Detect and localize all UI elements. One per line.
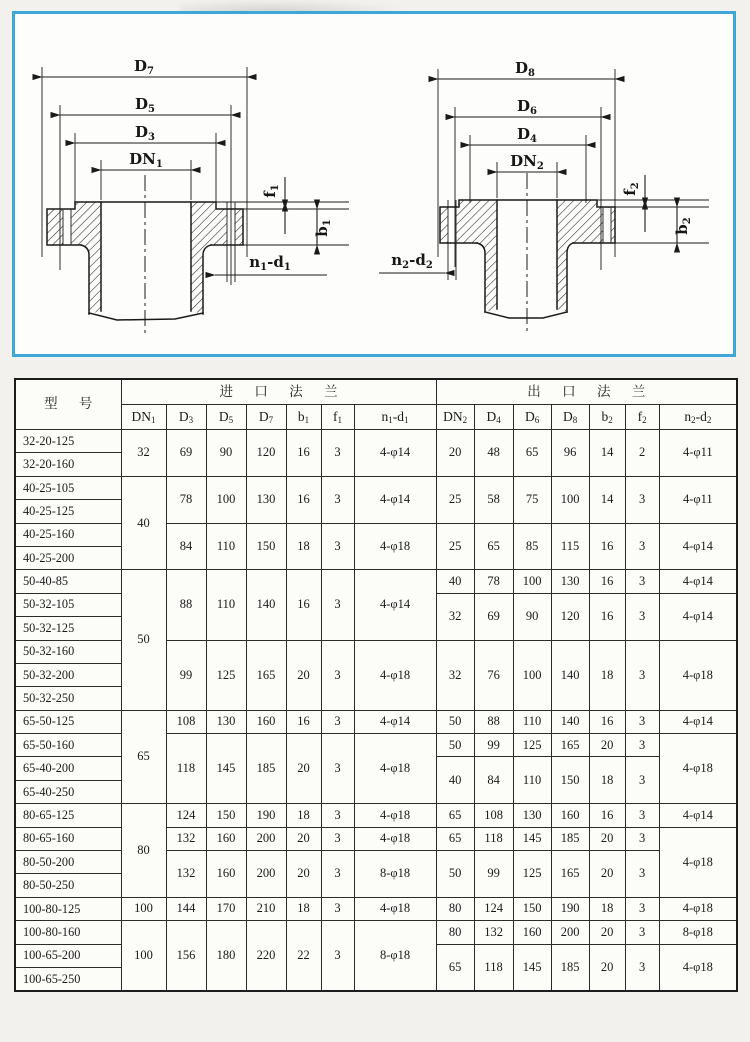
value-cell: 20 — [436, 430, 474, 477]
value-cell: 76 — [474, 640, 513, 710]
value-cell: 4-φ18 — [354, 804, 436, 827]
model-cell: 50-32-125 — [15, 617, 121, 640]
label-n2-d2: $n_2-d_2$ — [391, 251, 433, 271]
value-cell: 8-φ18 — [354, 851, 436, 898]
table-row — [15, 897, 737, 920]
value-cell: 3 — [625, 523, 659, 570]
value-cell: 4-φ14 — [354, 430, 436, 477]
value-cell: 185 — [551, 944, 589, 991]
value-cell: 4-φ18 — [354, 897, 436, 920]
value-cell: 115 — [551, 523, 589, 570]
value-cell: 100 — [206, 476, 246, 523]
value-cell: 25 — [436, 523, 474, 570]
value-cell: 110 — [206, 570, 246, 640]
model-cell: 50-40-85 — [15, 570, 121, 593]
model-cell: 40-25-105 — [15, 476, 121, 499]
label-d6: $D_6$ — [517, 97, 537, 117]
value-cell: 160 — [246, 710, 286, 733]
value-cell: 132 — [474, 921, 513, 944]
table-row — [15, 570, 737, 593]
model-cell: 50-32-160 — [15, 640, 121, 663]
value-cell: 4-φ18 — [354, 640, 436, 710]
drawing-panel — [12, 11, 736, 357]
value-cell: 84 — [474, 757, 513, 804]
value-cell: 140 — [246, 570, 286, 640]
value-cell: 210 — [246, 897, 286, 920]
outlet-flange-header: 出 口 法 兰 — [436, 379, 737, 405]
value-cell: 118 — [474, 944, 513, 991]
model-header: 型 号 — [15, 379, 121, 430]
value-cell: 185 — [246, 734, 286, 804]
column-header: $D_8$ — [551, 405, 589, 430]
value-cell: 22 — [286, 921, 321, 992]
value-cell: 3 — [625, 804, 659, 827]
column-header: $D_5$ — [206, 405, 246, 430]
reference-lines-outlet — [438, 69, 709, 280]
value-cell: 100 — [551, 476, 589, 523]
value-cell: 16 — [286, 430, 321, 477]
label-dn1: $DN_1$ — [129, 150, 163, 170]
value-cell: 165 — [246, 640, 286, 710]
value-cell: 88 — [166, 570, 206, 640]
value-cell: 3 — [321, 570, 354, 640]
value-cell: 20 — [286, 827, 321, 850]
value-cell: 3 — [625, 944, 659, 991]
value-cell: 165 — [551, 851, 589, 898]
value-cell: 160 — [206, 827, 246, 850]
value-cell: 100 — [513, 640, 551, 710]
value-cell: 3 — [625, 921, 659, 944]
model-cell: 100-80-160 — [15, 921, 121, 944]
label-dn2: $DN_2$ — [510, 152, 544, 172]
value-cell: 90 — [206, 430, 246, 477]
model-cell: 40-25-160 — [15, 523, 121, 546]
value-cell: 20 — [589, 944, 625, 991]
value-cell: 3 — [321, 430, 354, 477]
model-cell: 50-32-200 — [15, 663, 121, 686]
table-row — [15, 476, 737, 499]
model-cell: 50-32-105 — [15, 593, 121, 616]
column-header: $n_1-d_1$ — [354, 405, 436, 430]
value-cell: 78 — [474, 570, 513, 593]
model-cell: 100-65-250 — [15, 967, 121, 991]
value-cell: 170 — [206, 897, 246, 920]
value-cell: 16 — [286, 570, 321, 640]
value-cell: 110 — [513, 757, 551, 804]
value-cell: 99 — [474, 734, 513, 757]
column-header: $D_6$ — [513, 405, 551, 430]
column-header: $b_2$ — [589, 405, 625, 430]
model-cell: 32-20-125 — [15, 430, 121, 453]
value-cell: 100 — [513, 570, 551, 593]
value-cell: 100 — [121, 921, 166, 992]
model-cell: 40-25-200 — [15, 546, 121, 569]
value-cell: 118 — [166, 734, 206, 804]
value-cell: 69 — [474, 593, 513, 640]
value-cell: 130 — [246, 476, 286, 523]
value-cell: 160 — [551, 804, 589, 827]
value-cell: 20 — [589, 921, 625, 944]
column-header: $D_3$ — [166, 405, 206, 430]
value-cell: 40 — [121, 476, 166, 570]
value-cell: 180 — [206, 921, 246, 992]
value-cell: 18 — [589, 640, 625, 710]
value-cell: 96 — [551, 430, 589, 477]
value-cell: 3 — [625, 570, 659, 593]
model-cell: 65-40-200 — [15, 757, 121, 780]
value-cell: 200 — [246, 827, 286, 850]
value-cell: 80 — [436, 897, 474, 920]
value-cell: 156 — [166, 921, 206, 992]
value-cell: 3 — [625, 851, 659, 898]
value-cell: 65 — [436, 827, 474, 850]
flange-dimension-table — [14, 378, 738, 992]
value-cell: 4-φ11 — [659, 476, 737, 523]
value-cell: 80 — [121, 804, 166, 898]
value-cell: 185 — [551, 827, 589, 850]
value-cell: 48 — [474, 430, 513, 477]
value-cell: 75 — [513, 476, 551, 523]
model-cell: 100-80-125 — [15, 897, 121, 920]
value-cell: 32 — [121, 430, 166, 477]
value-cell: 132 — [166, 827, 206, 850]
value-cell: 4-φ14 — [659, 593, 737, 640]
specification-table-area — [14, 378, 736, 992]
value-cell: 90 — [513, 593, 551, 640]
value-cell: 3 — [625, 827, 659, 850]
model-cell: 65-50-125 — [15, 710, 121, 733]
model-cell: 80-65-160 — [15, 827, 121, 850]
column-header: $n_2-d_2$ — [659, 405, 737, 430]
value-cell: 18 — [286, 804, 321, 827]
value-cell: 3 — [625, 757, 659, 804]
value-cell: 3 — [625, 640, 659, 710]
inlet-flange-drawing — [17, 17, 371, 351]
value-cell: 16 — [589, 593, 625, 640]
model-cell: 80-50-250 — [15, 874, 121, 897]
value-cell: 4-φ18 — [354, 523, 436, 570]
value-cell: 50 — [121, 570, 166, 710]
value-cell: 32 — [436, 640, 474, 710]
value-cell: 118 — [474, 827, 513, 850]
label-b2: $b_2$ — [673, 217, 693, 235]
model-cell: 65-40-250 — [15, 780, 121, 803]
value-cell: 130 — [513, 804, 551, 827]
value-cell: 8-φ18 — [659, 921, 737, 944]
model-cell: 80-65-125 — [15, 804, 121, 827]
value-cell: 3 — [321, 804, 354, 827]
value-cell: 65 — [474, 523, 513, 570]
value-cell: 58 — [474, 476, 513, 523]
value-cell: 3 — [321, 710, 354, 733]
value-cell: 4-φ18 — [659, 827, 737, 897]
value-cell: 85 — [513, 523, 551, 570]
value-cell: 3 — [321, 827, 354, 850]
value-cell: 150 — [551, 757, 589, 804]
value-cell: 18 — [286, 523, 321, 570]
value-cell: 3 — [625, 593, 659, 640]
table-row — [15, 710, 737, 733]
value-cell: 4-φ18 — [659, 734, 737, 804]
value-cell: 4-φ14 — [659, 570, 737, 593]
value-cell: 145 — [513, 944, 551, 991]
value-cell: 3 — [321, 476, 354, 523]
value-cell: 124 — [474, 897, 513, 920]
value-cell: 4-φ14 — [659, 523, 737, 570]
inlet-flange-header: 进 口 法 兰 — [121, 379, 436, 405]
model-cell: 80-50-200 — [15, 851, 121, 874]
value-cell: 4-φ18 — [659, 944, 737, 991]
value-cell: 18 — [589, 897, 625, 920]
column-header: $D_7$ — [246, 405, 286, 430]
value-cell: 160 — [513, 921, 551, 944]
value-cell: 16 — [589, 523, 625, 570]
value-cell: 120 — [551, 593, 589, 640]
value-cell: 125 — [513, 851, 551, 898]
model-cell: 65-50-160 — [15, 734, 121, 757]
value-cell: 69 — [166, 430, 206, 477]
value-cell: 32 — [436, 593, 474, 640]
table-row — [15, 921, 737, 944]
label-f2: $f_2$ — [621, 182, 641, 196]
value-cell: 100 — [121, 897, 166, 920]
label-f1: $f_1$ — [261, 184, 281, 198]
label-d4: $D_4$ — [517, 125, 537, 145]
value-cell: 160 — [206, 851, 246, 898]
value-cell: 78 — [166, 476, 206, 523]
value-cell: 50 — [436, 851, 474, 898]
value-cell: 16 — [286, 476, 321, 523]
value-cell: 150 — [206, 804, 246, 827]
value-cell: 20 — [589, 827, 625, 850]
value-cell: 16 — [589, 710, 625, 733]
value-cell: 20 — [589, 851, 625, 898]
value-cell: 65 — [513, 430, 551, 477]
value-cell: 84 — [166, 523, 206, 570]
model-cell: 50-32-250 — [15, 687, 121, 710]
value-cell: 18 — [589, 757, 625, 804]
value-cell: 145 — [206, 734, 246, 804]
value-cell: 165 — [551, 734, 589, 757]
column-header: $D_4$ — [474, 405, 513, 430]
value-cell: 65 — [121, 710, 166, 804]
value-cell: 125 — [206, 640, 246, 710]
value-cell: 108 — [474, 804, 513, 827]
value-cell: 200 — [551, 921, 589, 944]
outlet-flange-drawing — [375, 17, 729, 351]
value-cell: 3 — [321, 523, 354, 570]
value-cell: 190 — [246, 804, 286, 827]
value-cell: 125 — [513, 734, 551, 757]
value-cell: 40 — [436, 757, 474, 804]
value-cell: 4-φ14 — [659, 710, 737, 733]
column-header: $b_1$ — [286, 405, 321, 430]
label-d7: $D_7$ — [134, 57, 154, 77]
label-b1: $b_1$ — [313, 219, 333, 237]
value-cell: 2 — [625, 430, 659, 477]
value-cell: 20 — [286, 734, 321, 804]
value-cell: 132 — [166, 851, 206, 898]
value-cell: 50 — [436, 710, 474, 733]
value-cell: 4-φ11 — [659, 430, 737, 477]
value-cell: 3 — [321, 851, 354, 898]
value-cell: 20 — [286, 851, 321, 898]
column-header: $DN_1$ — [121, 405, 166, 430]
value-cell: 130 — [206, 710, 246, 733]
label-d3: $D_3$ — [135, 123, 155, 143]
table-row — [15, 430, 737, 453]
model-cell: 32-20-160 — [15, 453, 121, 476]
value-cell: 88 — [474, 710, 513, 733]
value-cell: 16 — [589, 570, 625, 593]
value-cell: 124 — [166, 804, 206, 827]
value-cell: 25 — [436, 476, 474, 523]
value-cell: 150 — [246, 523, 286, 570]
label-d5: $D_5$ — [135, 95, 155, 115]
value-cell: 14 — [589, 430, 625, 477]
value-cell: 18 — [286, 897, 321, 920]
column-header: $f_1$ — [321, 405, 354, 430]
value-cell: 3 — [321, 734, 354, 804]
value-cell: 4-φ14 — [354, 476, 436, 523]
value-cell: 4-φ18 — [354, 734, 436, 804]
value-cell: 145 — [513, 827, 551, 850]
value-cell: 3 — [625, 476, 659, 523]
value-cell: 144 — [166, 897, 206, 920]
table-row — [15, 804, 737, 827]
value-cell: 3 — [321, 897, 354, 920]
value-cell: 3 — [625, 734, 659, 757]
value-cell: 4-φ18 — [354, 827, 436, 850]
value-cell: 108 — [166, 710, 206, 733]
value-cell: 3 — [321, 640, 354, 710]
value-cell: 4-φ14 — [354, 570, 436, 640]
value-cell: 99 — [474, 851, 513, 898]
value-cell: 99 — [166, 640, 206, 710]
value-cell: 20 — [589, 734, 625, 757]
value-cell: 14 — [589, 476, 625, 523]
value-cell: 3 — [625, 897, 659, 920]
value-cell: 4-φ18 — [659, 897, 737, 920]
model-cell: 100-65-200 — [15, 944, 121, 967]
value-cell: 140 — [551, 710, 589, 733]
value-cell: 8-φ18 — [354, 921, 436, 992]
value-cell: 65 — [436, 804, 474, 827]
value-cell: 4-φ14 — [354, 710, 436, 733]
value-cell: 3 — [321, 921, 354, 992]
value-cell: 65 — [436, 944, 474, 991]
column-header: $f_2$ — [625, 405, 659, 430]
value-cell: 110 — [206, 523, 246, 570]
value-cell: 140 — [551, 640, 589, 710]
label-n1-d1: $n_1-d_1$ — [249, 253, 291, 273]
value-cell: 4-φ14 — [659, 804, 737, 827]
value-cell: 220 — [246, 921, 286, 992]
model-cell: 40-25-125 — [15, 500, 121, 523]
label-d8: $D_8$ — [515, 59, 535, 79]
value-cell: 4-φ18 — [659, 640, 737, 710]
value-cell: 200 — [246, 851, 286, 898]
value-cell: 130 — [551, 570, 589, 593]
value-cell: 80 — [436, 921, 474, 944]
value-cell: 3 — [625, 710, 659, 733]
value-cell: 50 — [436, 734, 474, 757]
column-header: $DN_2$ — [436, 405, 474, 430]
value-cell: 120 — [246, 430, 286, 477]
value-cell: 190 — [551, 897, 589, 920]
value-cell: 16 — [286, 710, 321, 733]
value-cell: 40 — [436, 570, 474, 593]
value-cell: 150 — [513, 897, 551, 920]
value-cell: 110 — [513, 710, 551, 733]
value-cell: 20 — [286, 640, 321, 710]
value-cell: 16 — [589, 804, 625, 827]
